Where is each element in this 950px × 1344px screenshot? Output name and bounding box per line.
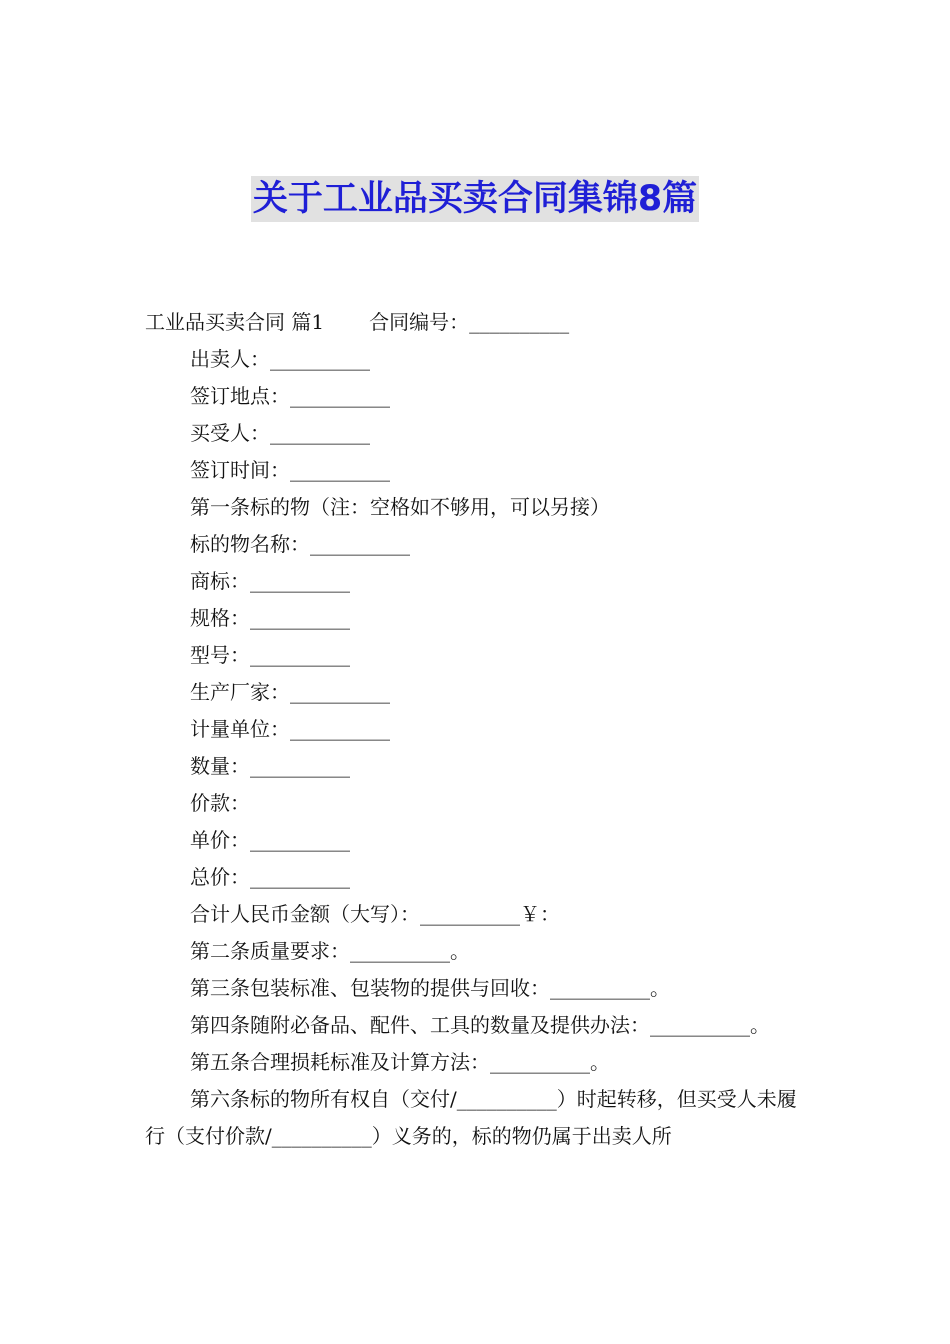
article-5-line: 第五条合理损耗标准及计算方法：__________。 <box>190 1050 610 1074</box>
article-4-paragraph: 第四条随附必备品、配件、工具的数量及提供办法：__________。 <box>190 1013 770 1037</box>
contract-heading <box>145 304 808 341</box>
subject-name-line: 标的物名称：__________ <box>190 532 410 556</box>
total-rmb-line: 合计人民币金额（大写）：__________￥： <box>190 902 560 926</box>
manufacturer-line: 生产厂家：__________ <box>190 680 390 704</box>
document-title: 关于工业品买卖合同集锦8篇 <box>251 176 699 222</box>
article-2-line: 第二条质量要求：__________。 <box>190 939 470 963</box>
specification-line: 规格：__________ <box>190 606 350 630</box>
signing-time-line: 签订时间：__________ <box>190 458 390 482</box>
total-price-line: 总价：__________ <box>190 865 350 889</box>
buyer-line: 买受人：__________ <box>190 421 370 445</box>
price-line: 价款： <box>190 791 250 815</box>
title-wrapper <box>0 176 950 222</box>
contract-body <box>145 304 808 1155</box>
trademark-line: 商标：__________ <box>190 569 350 593</box>
signing-place-line: 签订地点：__________ <box>190 384 390 408</box>
article-1-line: 第一条标的物（注：空格如不够用，可以另接） <box>190 495 610 519</box>
article-3-line: 第三条包装标准、包装物的提供与回收：__________。 <box>190 976 670 1000</box>
quantity-line: 数量：__________ <box>190 754 350 778</box>
contract-number: 合同编号：__________ <box>369 310 570 334</box>
unit-line: 计量单位：__________ <box>190 717 390 741</box>
seller-line: 出卖人：__________ <box>190 347 370 371</box>
article-6-paragraph: 第六条标的物所有权自（交付/__________）时起转移，但买受人未履行（支付价款/__________）义务的，标的物仍属于出卖人所 <box>145 1087 797 1148</box>
unit-price-line: 单价：__________ <box>190 828 350 852</box>
contract-heading-left: 工业品买卖合同 篇1 <box>145 310 325 334</box>
model-line: 型号：__________ <box>190 643 350 667</box>
